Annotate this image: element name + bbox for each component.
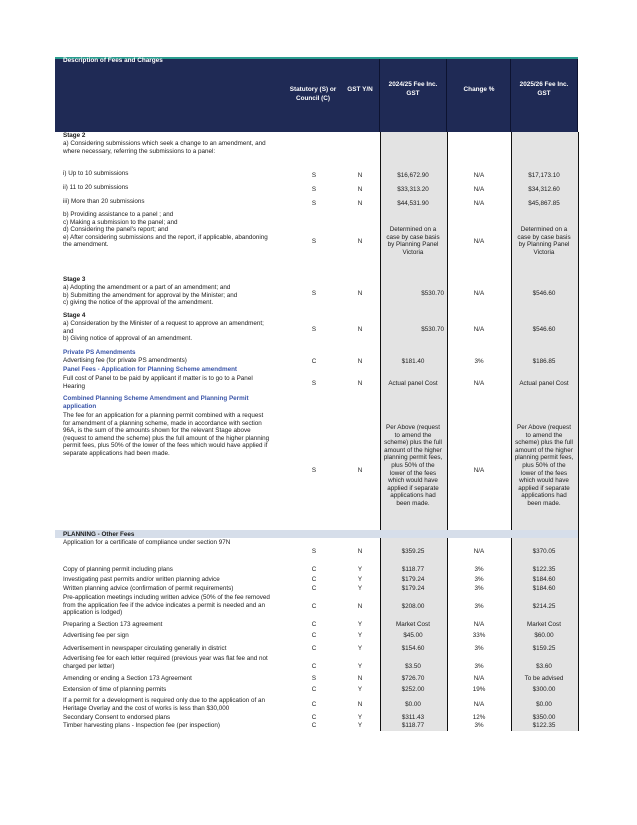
stage3-desc: c) giving the notice of the approval of the amendment. (63, 299, 214, 307)
other-fee-desc: Advertising fee per sign (63, 632, 129, 639)
change-percent: N/A (473, 186, 485, 193)
fee-2024-25: planning permit fees, (383, 454, 443, 462)
combined-title: application (63, 402, 97, 410)
change-percent: 3% (474, 566, 484, 573)
fee-2025-26: Actual panel Cost (519, 380, 569, 387)
stage2-panel-desc: b) Providing assistance to a panel ; and (63, 211, 174, 218)
fee-2024-25: $179.24 (401, 585, 425, 592)
fee-2024-25: $179.24 (401, 576, 425, 583)
fee-2024-25: Actual panel Cost (388, 380, 438, 387)
change-percent: N/A (473, 675, 485, 682)
fee-2025-26: $350.00 (532, 714, 556, 721)
other-fee-desc: from the application fee if the advice indicates a permit is needed and an (63, 601, 265, 609)
fee-2024-25: $208.00 (401, 603, 425, 610)
gst-flag: Y (357, 663, 363, 670)
fee-2025-26: $45,867.85 (528, 200, 560, 207)
header-fee-2425: 2024/25 Fee Inc. GST (388, 81, 438, 97)
fee-2024-25: $3.50 (405, 663, 421, 670)
other-fee-desc: Application for a certificate of compliance under section 97N (63, 539, 231, 546)
fee-2024-25: plus 50% of the (391, 462, 435, 469)
change-percent: 33% (472, 632, 486, 639)
statutory-code: C (311, 566, 317, 573)
change-percent: N/A (473, 326, 485, 333)
fee-2025-26: $370.05 (532, 548, 556, 555)
other-fee-desc: If a permit for a development is required only due to the application of an (63, 697, 265, 704)
statutory-code: S (311, 675, 317, 682)
gst-flag: Y (357, 645, 363, 652)
fee-2025-26: by Planning Panel (518, 241, 570, 249)
fee-2024-25: Victoria (402, 248, 424, 256)
combined-desc: 96A, is the sum of the amounts shown for the relevant Stage above (63, 427, 251, 435)
combined-desc: (request to amend the scheme) plus the full amount of the higher planning (63, 434, 270, 442)
fee-2025-26: $3.60 (536, 663, 552, 670)
fee-2024-25: $118.77 (401, 722, 425, 729)
fee-2025-26: Per Above (request (517, 424, 571, 431)
gst-flag: Y (357, 566, 363, 573)
change-percent: N/A (473, 621, 485, 628)
fee-2025-26: applications had (521, 492, 567, 500)
fee-2024-25: $726.70 (401, 675, 425, 682)
header-title: Description of Fees and Charges (63, 57, 163, 64)
change-percent: N/A (473, 238, 485, 245)
stage4-desc: a) Consideration by the Minister of a request to approve an amendment; (63, 320, 264, 327)
fee-2025-26: to amend the (525, 431, 563, 439)
gst-flag: Y (357, 621, 363, 628)
fee-2024-25: $45.00 (403, 632, 423, 639)
change-percent: N/A (473, 701, 485, 708)
other-fee-desc: Pre-application meetings including written advice (50% of the fee removed (63, 594, 270, 601)
fee-2025-26: case by case basis (517, 233, 571, 241)
fee-2024-25: $16,672.90 (397, 172, 429, 179)
gst-flag: N (357, 358, 363, 365)
gst-flag: N (357, 675, 363, 682)
statutory-code: S (311, 172, 317, 179)
stage3-desc: b) Submitting the amendment for approval by the Minister; and (63, 291, 238, 299)
statutory-code: S (311, 238, 317, 245)
gst-flag: Y (357, 632, 363, 639)
change-percent: N/A (473, 548, 485, 555)
fee-2024-25: by Planning Panel (387, 241, 439, 249)
change-percent: 3% (474, 585, 484, 592)
panel-fees-desc: Hearing (63, 382, 86, 390)
statutory-code: C (311, 714, 317, 721)
fee-2025-26: been made. (527, 500, 561, 507)
change-percent: 3% (474, 722, 484, 729)
change-percent: 3% (474, 358, 484, 365)
header-separator (577, 59, 578, 132)
stage2-row-desc: iii) More than 20 submissions (63, 198, 145, 205)
combined-title: Combined Planning Scheme Amendment and Planning Permit (63, 395, 249, 402)
stage2-desc: where necessary, referring the submissions to a panel: (63, 148, 216, 155)
other-fee-desc: Advertisement in newspaper circulating generally in district (63, 645, 227, 652)
fee-2024-25: Determined on a (389, 226, 437, 233)
panel-fees-title: Panel Fees - Application for Planning Scheme amendment (63, 366, 238, 373)
fee-2024-25: $252.00 (401, 686, 425, 693)
header-statutory: Statutory (S) or Council (C) (289, 86, 337, 102)
fee-2025-26: plus 50% of the (522, 462, 566, 469)
fee-2024-25: $44,531.90 (397, 200, 429, 207)
fee-2025-26: $17,173.10 (528, 172, 560, 179)
gst-flag: N (357, 467, 363, 474)
header-fee-2526: 2025/26 Fee Inc. GST (519, 81, 569, 97)
panel-fees-desc: Full cost of Panel to be paid by applicant if matter is to go to a Panel (63, 375, 253, 382)
fee-2025-26: $159.25 (532, 645, 556, 652)
statutory-code: C (311, 722, 317, 729)
statutory-code: C (311, 585, 317, 592)
gst-flag: N (357, 186, 363, 193)
gst-flag: Y (357, 585, 363, 592)
gst-flag: N (357, 380, 363, 387)
fee-2024-25: Per Above (request (386, 424, 440, 431)
fee-2025-26: $300.00 (532, 686, 556, 693)
fee-2024-25: amount of the higher (384, 446, 442, 454)
fee-2024-25: $0.00 (405, 701, 421, 708)
fee-2024-25: $530.70 (421, 290, 444, 297)
statutory-code: S (311, 186, 317, 193)
stage3-title: Stage 3 (63, 276, 86, 283)
statutory-code: C (311, 576, 317, 583)
statutory-code: S (311, 290, 317, 297)
header-change: Change % (463, 86, 495, 93)
stage4-desc: b) Giving notice of approval of an amendment. (63, 335, 193, 343)
statutory-code: S (311, 467, 317, 474)
fee-2025-26: $122.35 (532, 722, 556, 729)
gst-flag: Y (357, 722, 363, 729)
change-percent: 3% (474, 663, 484, 670)
change-percent: 12% (472, 714, 486, 721)
combined-desc: for amendment of a planning scheme, made in accordance with section (63, 419, 262, 427)
statutory-code: S (311, 200, 317, 207)
header-gst: GST Y/N (347, 86, 373, 93)
statutory-code: S (311, 548, 317, 555)
private-ps-title: Private PS Amendments (63, 349, 136, 356)
stage3-desc: a) Adopting the amendment or a part of an amendment; and (63, 284, 231, 291)
change-percent: 3% (474, 603, 484, 610)
fee-2025-26: $60.00 (534, 632, 554, 639)
fee-2025-26: Market Cost (527, 621, 561, 628)
gst-flag: N (357, 701, 363, 708)
fee-2025-26: $186.85 (532, 358, 556, 365)
gst-flag: N (357, 238, 363, 245)
fee-2024-25: $359.25 (401, 548, 425, 555)
fee-2024-25: to amend the (394, 431, 432, 439)
statutory-code: C (311, 621, 317, 628)
statutory-code: C (311, 663, 317, 670)
statutory-code: S (311, 326, 317, 333)
other-fee-desc: Written planning advice (confirmation of permit requirements) (63, 585, 234, 592)
fee-2024-25: $154.60 (401, 645, 425, 652)
stage2-panel-desc: the amendment. (63, 241, 109, 249)
fee-2024-25: been made. (396, 500, 430, 507)
statutory-code: C (311, 686, 317, 693)
statutory-code: C (311, 358, 317, 365)
change-percent: 19% (472, 686, 486, 693)
statutory-code: C (311, 645, 317, 652)
fee-2025-26: Victoria (533, 248, 555, 256)
fee-2024-25: which would have (388, 477, 438, 485)
gst-flag: Y (357, 714, 363, 721)
private-ps-desc: Advertising fee (for private PS amendments) (63, 357, 187, 364)
change-percent: N/A (473, 172, 485, 179)
planning-other-fees-title: PLANNING - Other Fees (63, 531, 135, 538)
stage2-panel-desc: e) After considering submissions and the report, if applicable, abandoning (63, 233, 268, 241)
fee-2025-26: $184.60 (532, 576, 556, 583)
header-separator (379, 59, 380, 132)
statutory-code: C (311, 603, 317, 610)
stage2-panel-desc: c) Making a submission to the panel; and (63, 218, 178, 226)
gst-flag: N (357, 548, 363, 555)
fee-2025-26: which would have (519, 477, 569, 485)
fee-2025-26: $0.00 (536, 701, 552, 708)
header-separator (510, 59, 511, 132)
other-fee-desc: Extension of time of planning permits (63, 686, 167, 693)
stage2-title: Stage 2 (63, 132, 86, 139)
fee-2024-25: $118.77 (401, 566, 425, 573)
fee-2025-26: $214.25 (532, 603, 556, 610)
change-percent: N/A (473, 467, 485, 474)
statutory-code: C (311, 701, 317, 708)
stage2-row-desc: ii) 11 to 20 submissions (63, 184, 129, 191)
fee-2024-25: $530.70 (421, 326, 444, 333)
gst-flag: N (357, 603, 363, 610)
change-percent: N/A (473, 200, 485, 207)
fee-2025-26: scheme) plus the full (515, 439, 573, 447)
statutory-code: C (311, 632, 317, 639)
change-percent: N/A (473, 380, 485, 387)
fee-2024-25: scheme) plus the full (384, 439, 442, 447)
other-fee-desc: Advertising fee for each letter required (previous year was flat fee and not (63, 655, 268, 662)
fee-2025-26: planning permit fees, (514, 454, 574, 462)
fee-2024-25: lower of the fees (389, 469, 437, 477)
combined-desc: separate applications had been made. (63, 450, 170, 457)
other-fee-desc: Timber harvesting plans - Inspection fee (per inspection) (63, 722, 220, 729)
stage2-row-desc: i) Up to 10 submissions (63, 170, 129, 177)
gst-flag: N (357, 290, 363, 297)
stage4-desc: and (63, 327, 74, 335)
stage2-panel-desc: d) Considering the panel's report; and (63, 226, 169, 234)
change-percent: N/A (473, 290, 485, 297)
other-fee-desc: Preparing a Section 173 agreement (63, 621, 163, 628)
stage2-desc: a) Considering submissions which seek a change to an amendment, and (63, 140, 266, 147)
fee-2024-25: case by case basis (386, 233, 440, 241)
change-percent: 3% (474, 576, 484, 583)
other-fee-desc: charged per letter) (63, 662, 115, 670)
gst-flag: Y (357, 576, 363, 583)
fee-2024-25: $33,313.20 (397, 186, 429, 193)
fee-2025-26: $546.60 (532, 326, 556, 333)
stage4-title: Stage 4 (63, 312, 86, 319)
fee-2025-26: $184.60 (532, 585, 556, 592)
combined-desc: The fee for an application for a planning permit combined with a request (63, 412, 264, 419)
gst-flag: N (357, 326, 363, 333)
other-fee-desc: Amending or ending a Section 173 Agreement (63, 675, 192, 682)
fee-2025-26: applied if separate (518, 484, 570, 492)
other-fee-desc: Investigating past permits and/or written planning advice (63, 576, 220, 583)
fee-2025-26: To be advised (524, 675, 564, 682)
other-fee-desc: Copy of planning permit including plans (63, 566, 173, 573)
change-percent: 3% (474, 645, 484, 652)
header-separator (446, 59, 447, 132)
fee-2025-26: amount of the higher (515, 446, 573, 454)
fee-2024-25: $181.40 (401, 358, 425, 365)
fee-2025-26: lower of the fees (520, 469, 568, 477)
fee-2025-26: $34,312.60 (528, 186, 560, 193)
gst-flag: N (357, 200, 363, 207)
other-fee-desc: Secondary Consent to endorsed plans (63, 714, 171, 721)
fee-2024-25: $311.43 (401, 714, 425, 721)
fee-2025-26: $546.60 (532, 290, 556, 297)
fee-2024-25: applications had (390, 492, 436, 500)
gst-flag: N (357, 172, 363, 179)
other-fee-desc: Heritage Overlay and the cost of works is less than $30,000 (63, 704, 230, 712)
other-fee-desc: application is lodged) (63, 609, 123, 617)
fee-2025-26: Determined on a (520, 226, 568, 233)
gst-flag: Y (357, 686, 363, 693)
statutory-code: S (311, 380, 317, 387)
fee-2025-26: $122.35 (532, 566, 556, 573)
fee-2024-25: Market Cost (396, 621, 430, 628)
combined-desc: permit fees, plus 50% of the lower of the fees which would have applied if (63, 442, 268, 450)
fee-2024-25: applied if separate (387, 484, 439, 492)
